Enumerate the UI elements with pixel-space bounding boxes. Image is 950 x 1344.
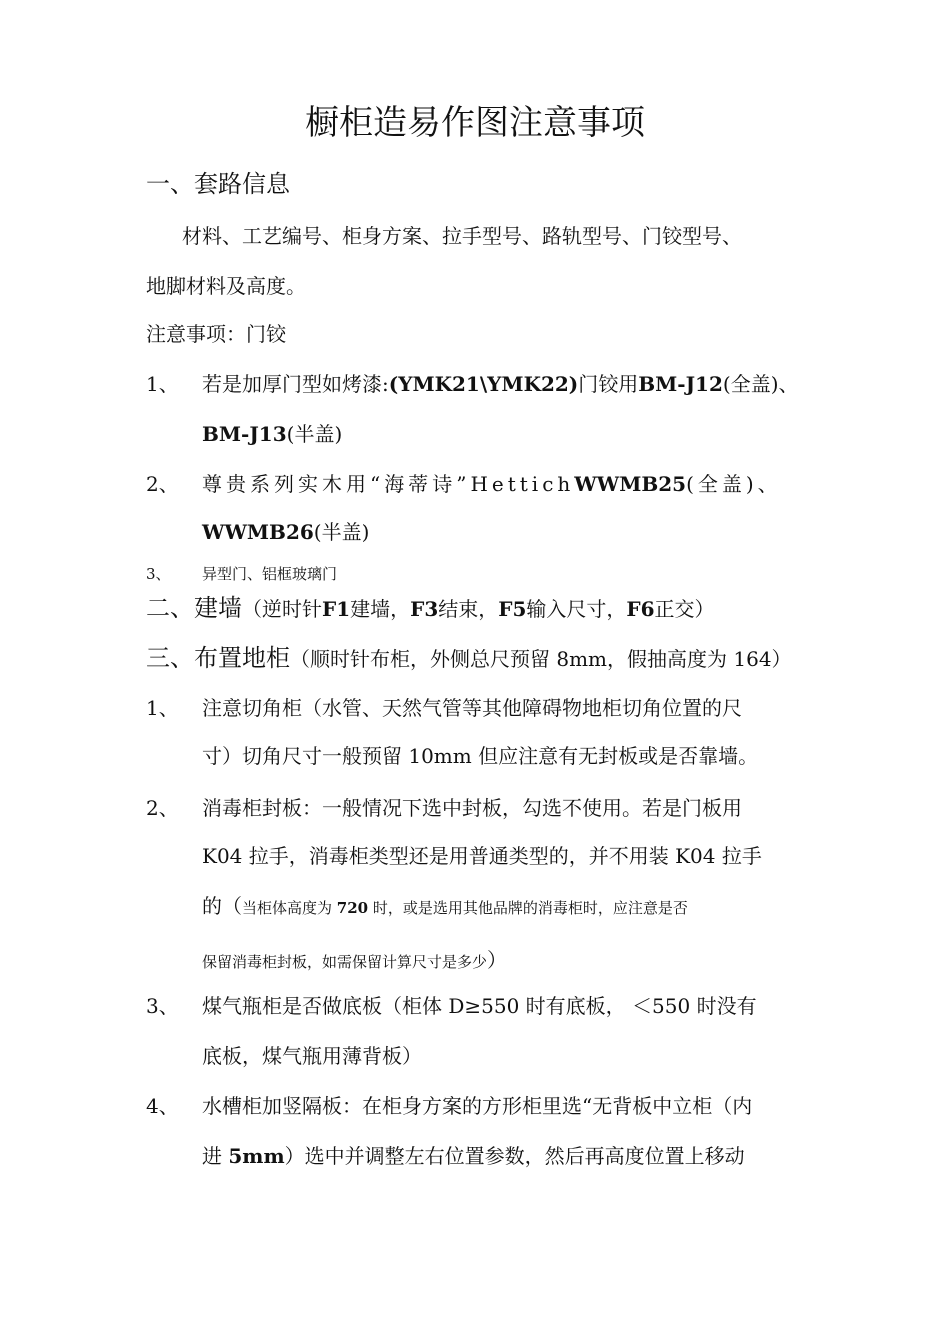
list-item-text: 的（当柜体高度为 720 时，或是选用其他品牌的消毒柜时，应注意是否	[202, 894, 688, 918]
section-1-note: 注意事项：门铰	[146, 322, 286, 346]
section-2-heading: 二、建墙（逆时针F1建墙，F3结束，F5输入尺寸，F6正交）	[146, 594, 715, 622]
list-item-text: 水槽柜加竖隔板：在柜身方案的方形柜里选“无背板中立柜（内	[202, 1094, 753, 1118]
list-item-text: 注意切角柜（水管、天然气管等其他障碍物地柜切角位置的尺	[202, 696, 742, 720]
list-item-text: 进 5mm）选中并调整左右位置参数，然后再高度位置上移动	[202, 1144, 745, 1168]
list-number: 2、	[146, 796, 179, 820]
list-number: 1、	[146, 372, 179, 396]
list-item-text: 寸）切角尺寸一般预留 10mm 但应注意有无封板或是否靠墙。	[202, 744, 759, 768]
section-1-heading: 一、套路信息	[146, 170, 290, 198]
section-1-para-line-2: 地脚材料及高度。	[146, 274, 306, 298]
list-item-text: WWMB26(半盖)	[202, 520, 370, 544]
list-item-text: 异型门、铝框玻璃门	[202, 565, 338, 583]
list-item-text: K04 拉手，消毒柜类型还是用普通类型的，并不用装 K04 拉手	[202, 844, 762, 868]
section-3-heading: 三、布置地柜（顺时针布柜，外侧总尺预留 8mm，假抽高度为 164）	[146, 644, 792, 672]
list-number: 2、	[146, 472, 179, 496]
list-item-text: 煤气瓶柜是否做底板（柜体 D≥550 时有底板， ＜550 时没有	[202, 994, 757, 1018]
document-title: 橱柜造易作图注意事项	[305, 103, 645, 143]
list-item-text: BM-J13(半盖)	[202, 422, 343, 446]
list-item-text: 消毒柜封板：一般情况下选中封板，勾选不使用。若是门板用	[202, 796, 742, 820]
list-item-text: 保留消毒柜封板，如需保留计算尺寸是多少）	[202, 948, 508, 972]
list-number: 1、	[146, 696, 179, 720]
list-item-text: 底板，煤气瓶用薄背板）	[202, 1044, 422, 1068]
list-number: 3、	[146, 994, 179, 1018]
list-item-text: 尊贵系列实木用“海蒂诗”HettichWWMB25(全盖)、	[202, 472, 782, 496]
section-1-para-line-1: 材料、工艺编号、柜身方案、拉手型号、路轨型号、门铰型号、	[182, 224, 742, 248]
list-number: 4、	[146, 1094, 179, 1118]
list-number: 3、	[146, 565, 171, 583]
list-item-text: 若是加厚门型如烤漆:(YMK21\YMK22)门铰用BM-J12(全盖)、	[202, 372, 799, 396]
